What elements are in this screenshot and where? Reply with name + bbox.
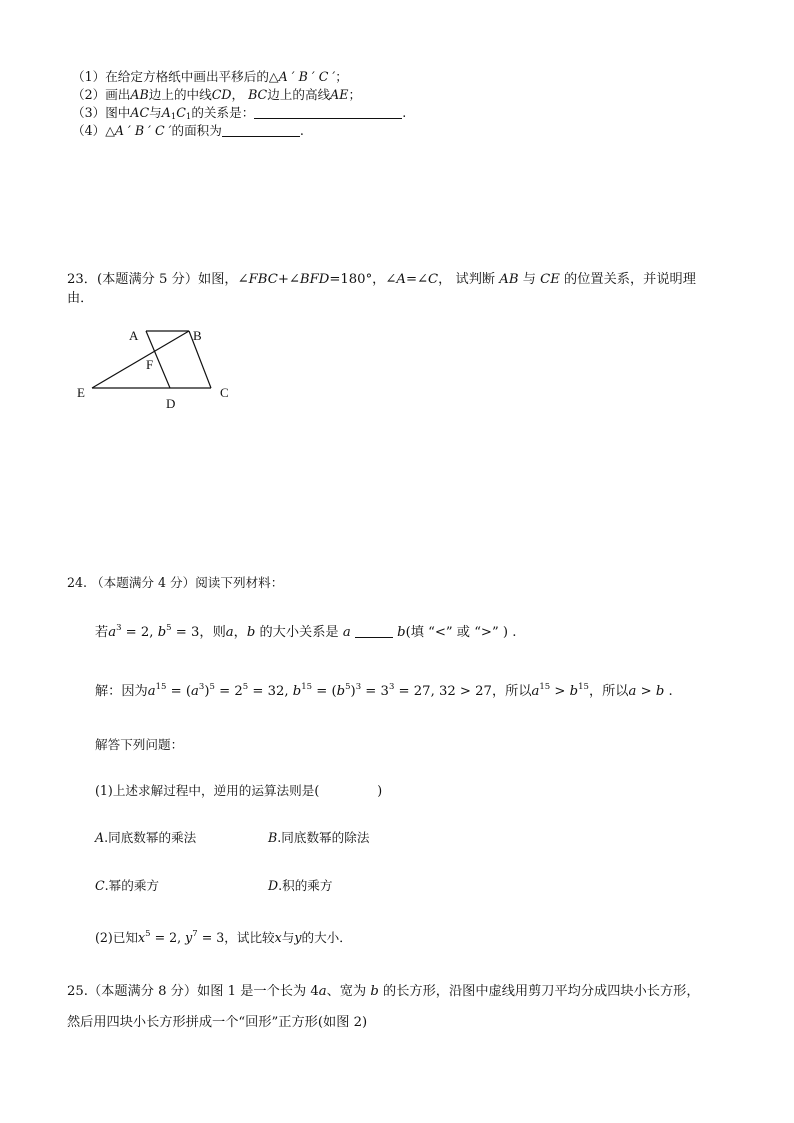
option-a-letter: A xyxy=(95,830,105,845)
q23-text3: 的位置关系，并说明理 xyxy=(564,272,696,287)
q23-text: 23．(本题满分 5 分）如图，∠ xyxy=(67,272,249,287)
q23-bfd: BFD xyxy=(299,272,330,287)
q2-text2: 边上的中线 xyxy=(148,87,212,102)
q23-fbc: FBC xyxy=(248,272,278,287)
q2-end: ； xyxy=(348,87,362,102)
q23-yu: 与 xyxy=(522,272,536,287)
q3-ac: AC xyxy=(130,105,150,120)
q24-sub2-y: y xyxy=(294,930,302,945)
q24-sol-mid2: ，所以 xyxy=(588,684,629,699)
q24-sub2-yu: 与 xyxy=(281,930,295,945)
q24-option-b[interactable] xyxy=(268,829,369,847)
q3-sub2: 1 xyxy=(185,112,192,122)
q24-ask: 解答下列问题： xyxy=(95,737,184,752)
q1-triangle: A ′ B ′ C ′ xyxy=(278,69,336,84)
q3-a1: A xyxy=(161,105,171,120)
q25-line2: 然后用四块小长方形拼成一个“回形”正方形(如图 2) xyxy=(67,1015,368,1030)
q24-sol-pre: 解：因为 xyxy=(95,684,148,699)
q4-triangle: A ′ B ′ C ′ xyxy=(114,123,172,138)
option-b-text: .同底数幂的除法 xyxy=(277,830,370,845)
q3-sub1: 1 xyxy=(170,112,177,122)
q23-ce: CE xyxy=(540,272,560,287)
q24-given: 若$a^3 = 2$, $b^5 = 3$，则a，b 的大小关系是 a b(填 “<” 或 “>” ) . xyxy=(95,623,517,640)
q23-eq: =∠ xyxy=(405,272,429,287)
q24-fill-hint: (填 “<” 或 “>” ) . xyxy=(405,625,517,640)
option-c-letter: C xyxy=(95,878,105,893)
segment-eb xyxy=(92,331,189,388)
q3-text2: 的关系是： xyxy=(191,105,255,120)
q3-c1: C xyxy=(176,105,186,120)
q3-end: . xyxy=(402,105,407,120)
option-b-letter: B xyxy=(268,830,278,845)
q2-comma: ， xyxy=(231,87,245,102)
q23-c: C xyxy=(428,272,439,287)
q24-sub2-end: 的大小． xyxy=(301,930,352,945)
q24-sub2-post: ，试比较 xyxy=(224,930,275,945)
point-label-b: B xyxy=(193,328,202,343)
q4-text2: 的面积为 xyxy=(171,123,222,138)
q24-option-d[interactable] xyxy=(268,877,333,895)
q24-sub1-end: ) xyxy=(377,783,383,798)
q25-text: 25.（本题满分 8 分）如图 1 是一个长为 4 xyxy=(67,984,319,999)
q24-given-pre: 若 xyxy=(95,625,109,640)
q25-text3: 的长方形，沿图中虚线用剪刀平均分成四块小长方形， xyxy=(383,984,700,999)
q24-sub1 xyxy=(95,782,382,800)
q23-line2: 由． xyxy=(67,291,94,306)
q25-b: b xyxy=(370,984,379,999)
q2-text: （2）画出 xyxy=(72,87,131,102)
q2-cd: CD xyxy=(211,87,232,102)
q24-option-c[interactable] xyxy=(95,877,159,895)
q25-line1 xyxy=(67,983,700,1001)
q4-end: . xyxy=(299,123,304,138)
q2-bc: BC xyxy=(248,87,268,102)
q24-answer-blank[interactable] xyxy=(355,625,393,638)
q2-ae: AE xyxy=(330,87,349,102)
q24-sol-end: . xyxy=(668,684,673,699)
q24-solution: 解：因为$a^{15} = (a^3)^5 = 2^5 = 32$, $b^{15} = (b^5)^3 = 3^3 = 27$, 32 > 27，所以$a^{15} > b^{15}$，所以a > b . xyxy=(95,682,673,699)
q24-sub2-x: x xyxy=(274,930,282,945)
point-label-a: A xyxy=(129,328,139,343)
point-label-e: E xyxy=(77,385,85,400)
q24-given-post2: 的大小关系是 xyxy=(259,625,339,640)
q4-text: （4）△ xyxy=(72,123,115,138)
q25-a: a xyxy=(318,984,327,999)
q25-text2: 、宽为 xyxy=(326,984,367,999)
option-c-text: .幂的乘方 xyxy=(104,878,160,893)
q23-deg: =180°，∠ xyxy=(329,272,397,287)
q23-ab: AB xyxy=(499,272,519,287)
q24-given-post: ，则 xyxy=(199,625,226,640)
q24-option-a[interactable] xyxy=(95,829,196,847)
q1-end: ； xyxy=(335,69,348,84)
point-label-c: C xyxy=(220,385,229,400)
q23-a: A xyxy=(396,272,406,287)
q3-yu: 与 xyxy=(149,105,162,120)
q24-sub2-pre: (2)已知 xyxy=(95,930,139,945)
q23-plus: +∠ xyxy=(277,272,300,287)
point-label-d: D xyxy=(166,396,176,411)
q24-header: 24. （本题满分 4 分）阅读下列材料： xyxy=(67,575,284,590)
q23-text2: ， 试判断 xyxy=(438,272,496,287)
option-d-text: .积的乘方 xyxy=(278,878,333,893)
q2-ab: AB xyxy=(130,87,149,102)
q1-text: （1）在给定方格纸中画出平移后的△ xyxy=(72,69,279,84)
point-label-f: F xyxy=(146,357,154,372)
q24-sub2: (2)已知$x^5 = 2$, $y^7 = 3$，试比较x与y的大小． xyxy=(95,929,352,945)
q24-sub1-text: (1)上述求解过程中，逆用的运算法则是( xyxy=(95,783,320,798)
q24-sol-mid: ，所以 xyxy=(491,684,532,699)
q3-text: （3）图中 xyxy=(72,105,131,120)
option-d-letter: D xyxy=(268,878,279,893)
option-a-text: .同底数幂的乘法 xyxy=(104,830,197,845)
q2-text3: 边上的高线 xyxy=(267,87,331,102)
